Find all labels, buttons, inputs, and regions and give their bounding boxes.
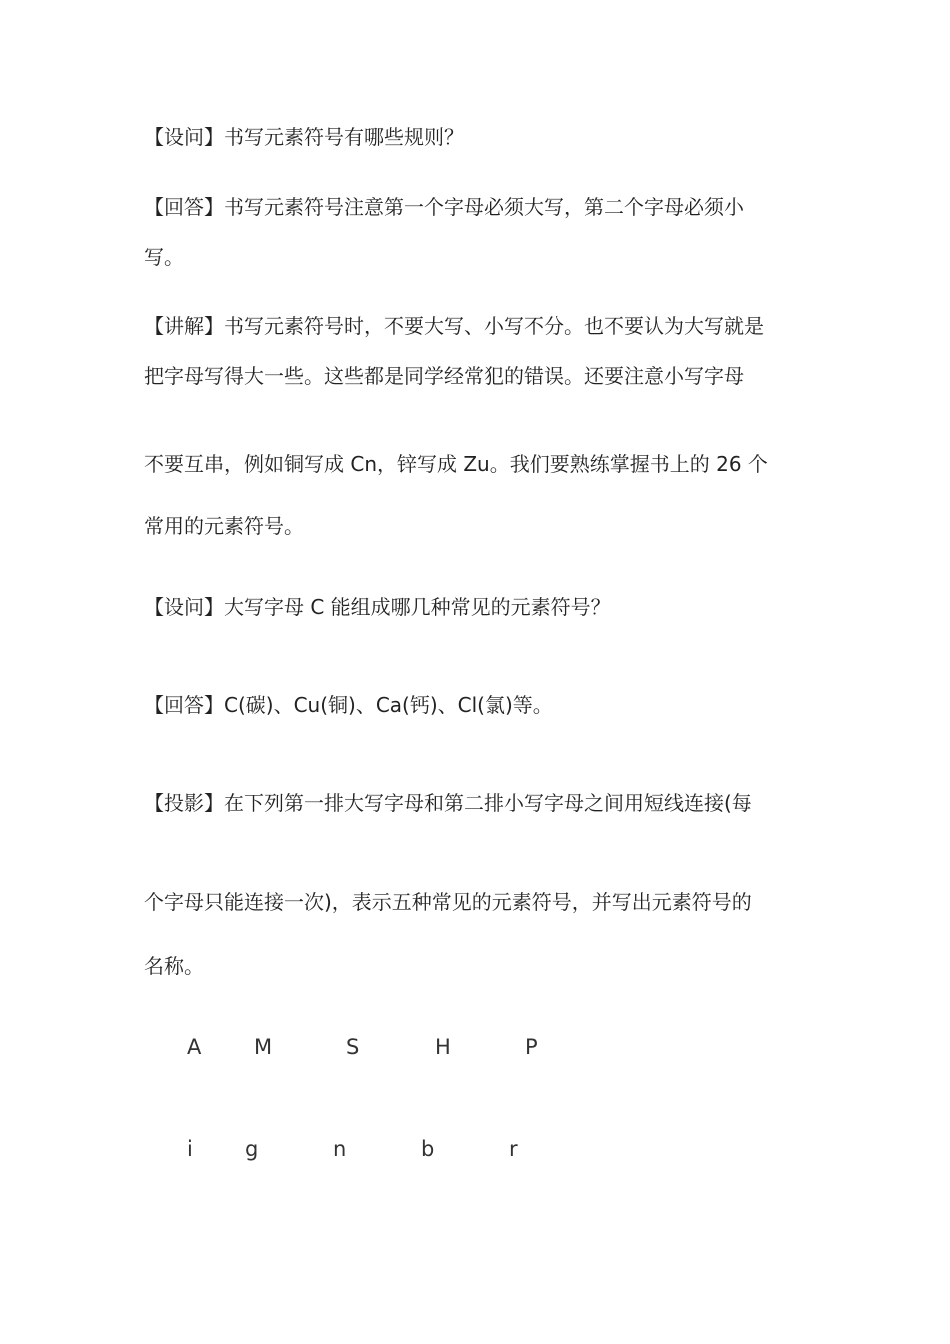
- paragraph-line: 【讲解】书写元素符号时，不要大写、小写不分。也不要认为大写就是: [144, 314, 764, 338]
- paragraph-line: 【投影】在下列第一排大写字母和第二排小写字母之间用短线连接(每: [144, 791, 752, 815]
- lowercase-letter: i: [187, 1137, 193, 1161]
- paragraph-line: 个字母只能连接一次)，表示五种常见的元素符号，并写出元素符号的: [144, 890, 752, 914]
- lowercase-letter: n: [333, 1137, 347, 1161]
- paragraph-line: 把字母写得大一些。这些都是同学经常犯的错误。还要注意小写字母: [144, 364, 744, 388]
- paragraph-line: 【回答】C(碳)、Cu(铜)、Ca(钙)、Cl(氯)等。: [144, 693, 553, 717]
- uppercase-letter: A: [187, 1035, 202, 1059]
- paragraph-line: 名称。: [144, 954, 204, 978]
- uppercase-letter: H: [435, 1035, 451, 1059]
- uppercase-letter: S: [346, 1035, 360, 1059]
- lowercase-letter: b: [421, 1137, 435, 1161]
- paragraph-line: 【回答】书写元素符号注意第一个字母必须大写，第二个字母必须小: [144, 195, 744, 219]
- paragraph-line: 【设问】大写字母 C 能组成哪几种常见的元素符号？: [144, 595, 611, 619]
- paragraph-line: 不要互串，例如铜写成 Cn，锌写成 Zu。我们要熟练掌握书上的 26 个: [144, 452, 768, 476]
- uppercase-letter: M: [254, 1035, 273, 1059]
- paragraph-line: 常用的元素符号。: [144, 514, 304, 538]
- uppercase-letter: P: [525, 1035, 538, 1059]
- lowercase-letter: g: [245, 1137, 259, 1161]
- lowercase-letter: r: [509, 1137, 518, 1161]
- paragraph-line: 【设问】书写元素符号有哪些规则？: [144, 125, 464, 149]
- paragraph-line: 写。: [144, 245, 184, 269]
